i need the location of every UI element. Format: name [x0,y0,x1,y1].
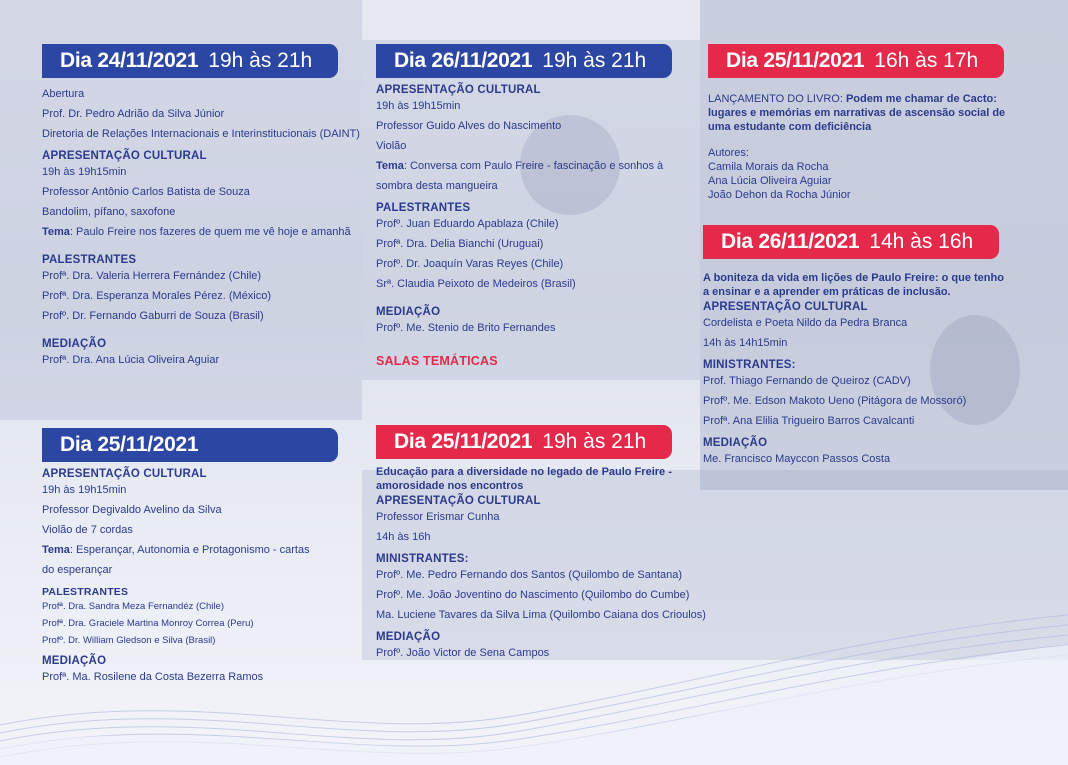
speaker-item: Profª. Dra. Delia Bianchi (Uruguai) [376,238,544,250]
column-right [708,44,1048,202]
opening-line: Diretoria de Relações Internacionais e Interinstitucionais (DAINT) [42,128,360,140]
minister-item: Profº. Me. João Joventino do Nascimento (Quilombo do Cumbe) [376,589,690,601]
section-heading: MINISTRANTES: [703,359,796,371]
speaker-item: Profª. Dra. Valeria Herrera Fernández (Chile) [42,270,262,282]
day-banner [42,44,338,78]
day-banner [376,425,672,459]
section-heading: MINISTRANTES: [376,553,469,565]
section-heading: MEDIAÇÃO [42,338,107,350]
banner-time: 19h às 21h [208,49,313,72]
tema-label: Tema [42,226,70,238]
minister-item: Profº. Me. Edson Makoto Ueno (Pitágora de Mossoró) [703,395,967,407]
author-item: Camila Morais da Rocha [708,161,829,173]
section-heading: PALESTRANTES [42,254,137,266]
book-title: Podem me chamar de Cacto: [845,93,997,105]
banner-time: 16h às 17h [874,49,979,72]
author-item: Ana Lúcia Oliveira Aguiar [708,175,832,187]
speaker-item: Profº. Dr. Joaquín Varas Reyes (Chile) [376,258,564,270]
day-banner [376,44,672,78]
speaker-item: Srª. Claudia Peixoto de Medeiros (Brasil) [376,278,576,290]
minister-item: Ma. Luciene Tavares da Silva Lima (Quilombo Caiana dos Crioulos) [376,609,706,621]
cultural-line: 19h às 19h15min [42,166,127,178]
section-heading: APRESENTAÇÃO CULTURAL [703,301,868,313]
cultural-line: Professor Erismar Cunha [376,511,500,523]
theme-title: A boniteza da vida em lições de Paulo Freire: o que tenho [703,272,1004,284]
author-item: João Dehon da Rocha Júnior [708,189,851,201]
minister-item: Prof. Thiago Fernando de Queiroz (CADV) [703,375,911,387]
mediator: Me. Francisco Mayccon Passos Costa [703,453,891,465]
cultural-line: Cordelista e Poeta Nildo da Pedra Branca [703,317,908,329]
book-launch-prefix: LANÇAMENTO DO LIVRO: [708,93,846,105]
speaker-item: Profº. Dr. Fernando Gaburri de Souza (Brasil) [42,310,264,322]
tema-text: : Paulo Freire nos fazeres de quem me vê hoje e amanhã [69,226,351,238]
mediator: Profº. João Victor de Sena Campos [376,647,550,659]
theme-title: Educação para a diversidade no legado de Paulo Freire - [376,466,672,478]
authors-label: Autores: [708,147,749,159]
theme-title: a ensinar e a aprender em práticas de inclusão. [703,286,951,298]
banner-date: Dia 26/11/2021 [394,49,533,72]
tema-line-cont: sombra desta mangueira [376,180,498,192]
cultural-line: Bandolim, pífano, saxofone [42,206,176,218]
tema-label: Tema [42,544,70,556]
cultural-line: Professor Guido Alves do Nascimento [376,120,562,132]
opening-line: Prof. Dr. Pedro Adrião da Silva Júnior [42,108,225,120]
book-launch-line [708,92,1048,106]
cultural-line: Professor Degivaldo Avelino da Silva [42,504,222,516]
mediator: Profª. Ma. Rosilene da Costa Bezerra Ramos [42,671,264,683]
tema-label: Tema [376,160,404,172]
day-banner [42,428,338,462]
section-heading: PALESTRANTES [42,586,129,598]
tema-text: : Esperançar, Autonomia e Protagonismo - cartas [69,544,310,556]
salas-tematicas-heading: SALAS TEMÁTICAS [376,354,498,368]
column-left-second [42,428,362,687]
day-banner [708,44,1004,78]
banner-date: Dia 25/11/2021 [726,49,865,72]
column-center [376,44,696,368]
theme-title: amorosidade nos encontros [376,480,524,492]
banner-date: Dia 24/11/2021 [60,49,199,72]
cultural-line: 14h às 14h15min [703,337,788,349]
speaker-item: Profº. Dr. William Gledson e Silva (Brasil) [42,635,216,646]
section-heading: MEDIAÇÃO [703,437,768,449]
cultural-line: 14h às 16h [376,531,431,543]
speaker-item: Profª. Dra. Esperanza Morales Pérez. (México) [42,290,272,302]
column-center-second [376,425,706,663]
speaker-item: Profª. Dra. Sandra Meza Fernandéz (Chile) [42,601,224,612]
cultural-line: Violão de 7 cordas [42,524,133,536]
section-heading: APRESENTAÇÃO CULTURAL [42,468,207,480]
day-banner [703,225,999,259]
section-heading: APRESENTAÇÃO CULTURAL [376,84,541,96]
speaker-item: Profª. Dra. Graciele Martina Monroy Correa (Peru) [42,618,254,629]
column-right-second [703,225,1048,469]
cultural-line: Violão [376,140,407,152]
cultural-line: 19h às 19h15min [376,100,461,112]
minister-item: Profª. Ana Elilia Trigueiro Barros Cavalcanti [703,415,915,427]
mediator: Profª. Dra. Ana Lúcia Oliveira Aguiar [42,354,220,366]
tema-line [42,222,362,242]
banner-time: 19h às 21h [542,430,647,453]
tema-line-cont: do esperançar [42,564,113,576]
book-title: uma estudante com deficiência [708,121,872,133]
tema-text: : Conversa com Paulo Freire - fascinação e sonhos à [403,160,664,172]
section-heading: PALESTRANTES [376,202,471,214]
mediator: Profº. Me. Stenio de Brito Fernandes [376,322,556,334]
section-heading: APRESENTAÇÃO CULTURAL [376,495,541,507]
book-title: lugares e memórias em narrativas de ascensão social de [708,107,1006,119]
banner-time: 19h às 21h [542,49,647,72]
section-heading: MEDIAÇÃO [376,631,441,643]
minister-item: Profº. Me. Pedro Fernando dos Santos (Quilombo de Santana) [376,569,683,581]
column-left [42,44,362,370]
tema-line [42,540,362,560]
section-heading: MEDIAÇÃO [42,655,107,667]
speaker-item: Profº. Juan Eduardo Apablaza (Chile) [376,218,559,230]
tema-line [376,156,696,176]
cultural-line: 19h às 19h15min [42,484,127,496]
banner-date: Dia 26/11/2021 [721,230,860,253]
section-heading: APRESENTAÇÃO CULTURAL [42,150,207,162]
banner-date: Dia 25/11/2021 [394,430,533,453]
opening-line: Abertura [42,88,85,100]
banner-date: Dia 25/11/2021 [60,433,199,456]
section-heading: MEDIAÇÃO [376,306,441,318]
cultural-line: Professor Antônio Carlos Batista de Souza [42,186,250,198]
banner-time: 14h às 16h [869,230,974,253]
